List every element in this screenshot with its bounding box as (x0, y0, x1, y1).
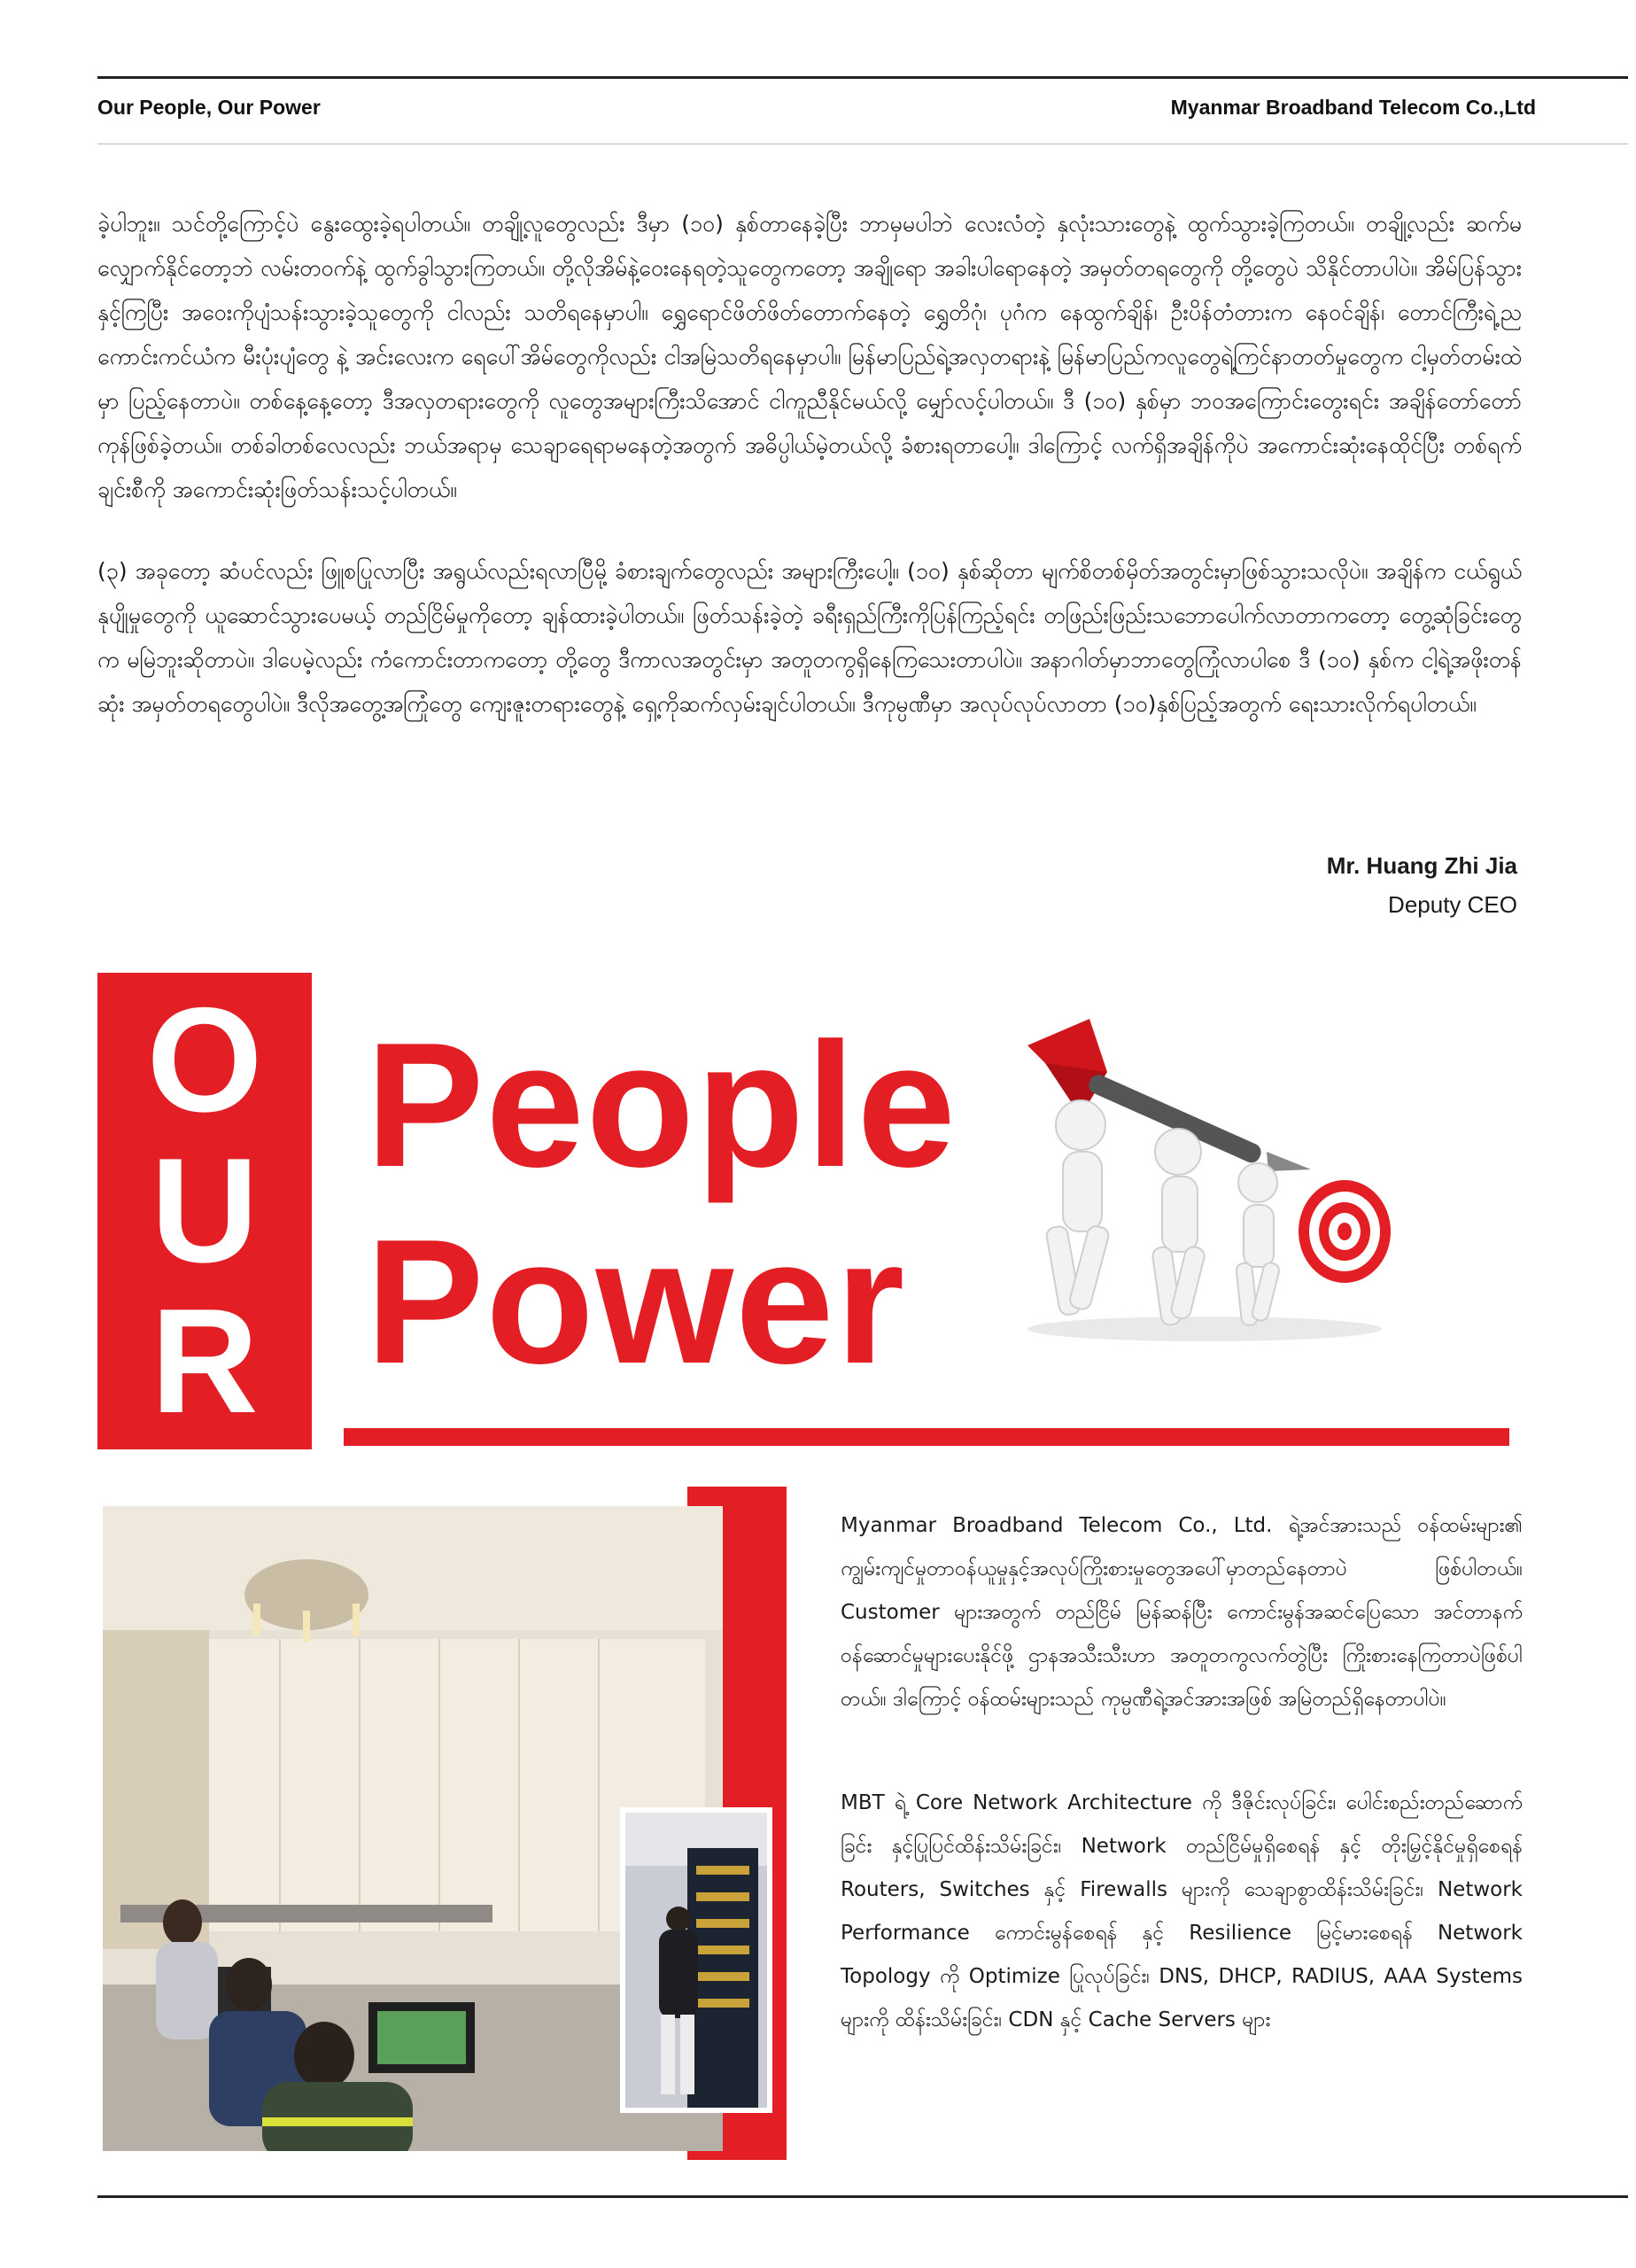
intro-text (97, 202, 1522, 764)
banner-word-people: People (366, 1006, 958, 1204)
intro-paragraph-1: ခဲ့ပါဘူး။ သင်တို့ကြောင့်ပဲ နွေးထွေးခဲ့ရပါတယ်။ တချို့လူတွေလည်း ဒီမှာ (၁၀) နှစ်တာနေခဲ့ပြီး ဘာမှမပါဘဲ လေးလံတဲ့ နှလုံးသားတွေနဲ့ ထွက်သွားခဲ့ကြတယ်။ တချို့လည်း ဆက်မလျှောက်နိုင်တော့ဘဲ လမ်းတဝက်နဲ့ ထွက်ခွါသွားကြတယ်။ တို့လိုအိမ်နဲ့ဝေးနေရတဲ့သူတွေကတော့ အချိုရော အခါးပါရောနေတဲ့ အမှတ်တရတွေကို တို့တွေပဲ သိနိုင်တာပါပဲ။ အိမ်ပြန်သွားနှင့်ကြပြီး အဝေးကိုပျံသန်းသွားခဲ့သူတွေကို ငါလည်း သတိရနေမှာပါ။ ရွှေရောင်ဖိတ်ဖိတ်တောက်နေတဲ့ ရွှေတိဂုံ၊ ပုဂံက နေထွက်ချိန်၊ ဦးပိန်တံတားက နေဝင်ချိန်၊ တောင်ကြီးရဲ့ညကောင်းကင်ယံက မီးပုံးပျံတွေ နဲ့ အင်းလေးက ရေပေါ်အိမ်တွေကိုလည်း ငါအမြဲသတိရနေမှာပါ။ မြန်မာပြည်ရဲ့အလှတရားနဲ့ မြန်မာပြည်ကလူတွေရဲ့ကြင်နာတတ်မှုတွေက ငါ့မှတ်တမ်းထဲမှာ ပြည့်နေတာပဲ။ တစ်နေ့နေ့တော့ ဒီအလှတရားတွေကို လူတွေအများကြီးသိအောင် ငါကူညီနိုင်မယ်လို့ မျှော်လင့်ပါတယ်။ ဒီ (၁၀) နှစ်မှာ ဘဝအကြောင်းတွေးရင်း အချိန်တော်တော်ကုန်ဖြစ်ခဲ့တယ်။ တစ်ခါတစ်လေလည်း ဘယ်အရာမှ သေချာရေရာမနေတဲ့အတွက် အဓိပ္ပါယ်မဲ့တယ်လို့ ခံစားရတာပေါ့။ ဒါကြောင့် လက်ရှိအချိန်ကိုပဲ အကောင်းဆုံးနေထိုင်ပြီး တစ်ရက်ချင်းစီကို အကောင်းဆုံးဖြတ်သန်းသင့်ပါတယ်။ (97, 211, 1522, 502)
bottom-rule (97, 2195, 1628, 2198)
server-rack-photo (620, 1807, 772, 2113)
server-rack-illustration (625, 1813, 767, 2108)
right-column-text (841, 1504, 1523, 2102)
our-letter-o: O (146, 976, 263, 1143)
banner-word-power: Power (366, 1203, 907, 1401)
our-vertical-box (97, 973, 312, 1449)
column-paragraph-1: Myanmar Broadband Telecom Co., Ltd. ရဲ့အင်အားသည် ဝန်ထမ်းများ၏ ကျွမ်းကျင်မှုတာဝန်ယူမှုနှင့်အလုပ်ကြိုးစားမှုတွေအပေါ်မှာတည်နေတာပဲ ဖြစ်ပါတယ်။ Customer များအတွက် တည်ငြိမ် မြန်ဆန်ပြီး ကောင်းမွန်အဆင်ပြေသော အင်တာနက်ဝန်ဆောင်မှုများပေးနိုင်ဖို့ ဌာနအသီးသီးဟာ အတူတကွလက်တွဲပြီး ကြိုးစားနေကြတာပဲဖြစ်ပါတယ်။ ဒါကြောင့် ဝန်ထမ်းများသည် ကုမ္ပဏီရဲ့အင်အားအဖြစ် အမြဲတည်ရှိနေတာပါပဲ။ (841, 1514, 1523, 1711)
dart-team-illustration (1010, 1019, 1400, 1347)
column-paragraph-2: MBT ရဲ့ Core Network Architecture ကို ဒီဇိုင်းလုပ်ခြင်း၊ ပေါင်းစည်းတည်ဆောက်ခြင်း နှင့်ပြုပြင်ထိန်းသိမ်းခြင်း၊ Network တည်ငြိမ်မှုရှိစေရန် နှင့် တိုးမြှင့်နိုင်မှုရှိစေရန် Routers, Switches နှင့် Firewalls များကို သေချာစွာထိန်းသိမ်းခြင်း၊ Network Performance ကောင်းမွန်စေရန် နှင့် Resilience မြင့်မားစေရန် Network Topology ကို Optimize ပြုလုပ်ခြင်း၊ DNS, DHCP, RADIUS, AAA Systems များကို ထိန်းသိမ်းခြင်း၊ CDN နှင့် Cache Servers များ (841, 1791, 1523, 2031)
banner-underline (344, 1428, 1509, 1446)
our-letter-r: R (151, 1278, 259, 1444)
signature-title: Deputy CEO (1388, 891, 1517, 918)
signature-name: Mr. Huang Zhi Jia (1326, 852, 1517, 879)
intro-paragraph-2: (၃) အခုတော့ ဆံပင်လည်း ဖြူစပြုလာပြီး အရွယ်လည်းရလာပြီမို့ ခံစားချက်တွေလည်း အများကြီးပေါ့။ (၁၀) နှစ်ဆိုတာ မျက်စိတစ်မှိတ်အတွင်းမှာဖြစ်သွားသလိုပဲ။ အချိန်က ငယ်ရွယ်နုပျိုမှုတွေကို ယူဆောင်သွားပေမယ့် တည်ငြိမ်မှုကိုတော့ ချန်ထားခဲ့ပါတယ်။ ဖြတ်သန်းခဲ့တဲ့ ခရီးရှည်ကြီးကိုပြန်ကြည့်ရင်း တဖြည်းဖြည်းသဘောပေါက်လာတာကတော့ တွေ့ဆုံခြင်းတွေက မမြဲဘူးဆိုတာပဲ။ ဒါပေမဲ့လည်း ကံကောင်းတာကတော့ တို့တွေ ဒီကာလအတွင်းမှာ အတူတကွရှိနေကြသေးတာပါပဲ။ အနာဂါတ်မှာဘာတွေကြုံလာပါစေ ဒီ (၁၀) နှစ်က ငါ့ရဲ့အဖိုးတန်ဆုံး အမှတ်တရတွေပါပဲ။ ဒီလိုအတွေ့အကြုံတွေ ကျေးဇူးတရားတွေနဲ့ ရှေ့ကိုဆက်လှမ်းချင်ပါတယ်။ ဒီကုမ္ပဏီမှာ အလုပ်လုပ်လာတာ (၁၀)နှစ်ပြည့်အတွက် ရေးသားလိုက်ရပါတယ်။ (97, 558, 1522, 717)
top-rule (97, 76, 1628, 79)
our-letter-u: U (151, 1127, 259, 1293)
figures-icon (1045, 1100, 1281, 1326)
target-icon (1299, 1180, 1391, 1283)
header-title-right: Myanmar Broadband Telecom Co.,Ltd (1170, 96, 1536, 119)
signature (1327, 846, 1517, 924)
header-title-left: Our People, Our Power (97, 96, 321, 119)
